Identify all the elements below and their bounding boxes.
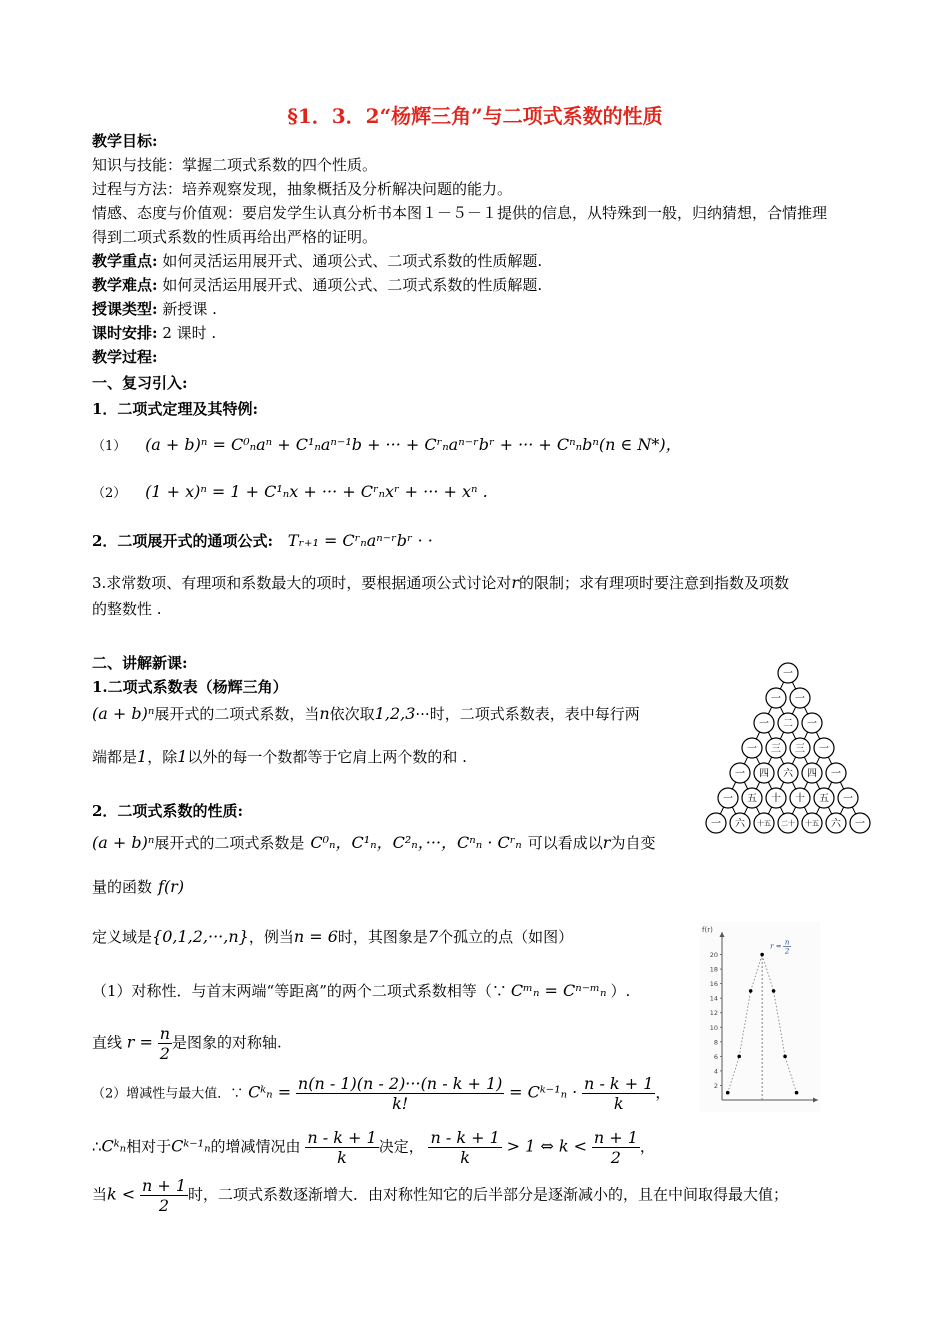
triangle-node-label: 一 (807, 718, 817, 730)
therefore-text-d: 决定， (378, 1137, 424, 1156)
new-item1-text-a: 展开式的二项式系数，当 (154, 705, 320, 723)
graph-ytick-label: 16 (709, 980, 718, 989)
fraction-ratio (305, 1128, 378, 1167)
triangle-node-label: 一 (819, 743, 829, 755)
graph-annotation-prefix: r = (770, 942, 782, 951)
new-item2-text-b: 可以看成以 (527, 834, 603, 852)
triangle-node-label: 一 (723, 793, 733, 805)
review-item2-line (92, 530, 433, 551)
last-text-b: 时，二项式系数逐渐增大．由对称性知它的后半部分是逐渐减小的，且在中间取得最大值； (188, 1185, 789, 1204)
triangle-node-label: 一 (771, 693, 781, 705)
num-one-2: 1 (177, 747, 188, 766)
n-equals-6: n = 6 (293, 927, 338, 946)
expr-a-plus-b-n-2: (a + b)ⁿ (92, 833, 155, 852)
triangle-node-label: 十 (771, 793, 781, 805)
new-item2-text-c: 为自变 (610, 834, 656, 852)
review-item3-var: r (511, 573, 519, 592)
fraction-num: n - k + 1 (584, 1074, 654, 1093)
increase-ck: Cᵏₙ = (248, 1082, 292, 1102)
var-n: n (319, 704, 330, 723)
goals-heading: 教学目标: (92, 132, 158, 150)
review-item2-heading: 2．二项展开式的通项公式: (92, 532, 273, 550)
fraction-den: k (460, 1148, 470, 1167)
triangle-node-label: 六 (831, 818, 841, 830)
lesson-hours-line (92, 322, 216, 343)
triangle-node-label: 一 (759, 718, 769, 730)
axis-text-a: 直线 (92, 1033, 123, 1052)
symmetry-text-b: ）. (610, 982, 631, 1000)
new-item2-heading: 2．二项式系数的性质: (92, 802, 243, 820)
graph-ylabel: f(r) (702, 926, 713, 934)
graph-ytick-label: 2 (713, 1081, 718, 1090)
lesson-hours-text: 2 课时 . (162, 324, 217, 342)
fraction-den: 2 (158, 1196, 170, 1215)
lesson-type-text: 新授课 . (162, 300, 217, 318)
fraction-den: 2 (159, 1044, 170, 1063)
graph-point (726, 1091, 730, 1095)
lesson-hours-label: 课时安排: (92, 324, 158, 342)
triangle-node-label: 三 (771, 743, 781, 755)
therefore-symbol: ∴ (92, 1137, 102, 1156)
graph-ytick-label: 12 (709, 1009, 718, 1018)
therefore-comma: ， (639, 1137, 655, 1156)
graph-background (700, 922, 820, 1112)
yanghui-triangle (698, 660, 878, 850)
goal-emotion-line2: 得到二项式系数的性质再给出严格的证明。 (92, 228, 378, 246)
page-title: §1．3．2“杨辉三角”与二项式系数的性质 (287, 104, 663, 128)
symmetry-text-a: （1）对称性．与首末两端“等距离”的两个二项式系数相等（∵ (92, 982, 507, 1000)
fraction-den: k (613, 1094, 624, 1113)
fraction-den: 2 (610, 1148, 621, 1167)
focus-text: 如何灵活运用展开式、通项公式、二项式系数的性质解题. (162, 252, 543, 270)
last-k-lt: k < (107, 1184, 136, 1204)
fraction-num: n + 1 (141, 1176, 187, 1195)
graph-point (783, 1055, 787, 1059)
lesson-type-line (92, 298, 217, 319)
new-item2-line2 (92, 876, 184, 897)
triangle-node-label: 六 (735, 818, 745, 830)
domain-text-b: ，例当 (248, 928, 294, 946)
graph-ytick-label: 10 (709, 1023, 718, 1032)
triangle-node-label: 五 (747, 793, 757, 805)
new-item1-line2 (92, 746, 467, 767)
review-item3-line1 (92, 572, 789, 593)
fraction-n-k-1-over-k (582, 1074, 655, 1113)
goal-emotion-line1: 情感、态度与价值观：要启发学生认真分析书本图１－５－１提供的信息，从特殊到一般，归纳猜想，合情推理 (92, 204, 828, 222)
axis-r-eq: r = (126, 1032, 153, 1052)
review-heading: 一、复习引入: (92, 374, 188, 392)
graph-annotation-den: 2 (784, 947, 790, 956)
triangle-node-label: 四 (807, 768, 817, 780)
focus-label: 教学重点: (92, 252, 158, 270)
triangle-node-label: 一 (735, 768, 745, 780)
goal-process: 过程与方法：培养观察发现，抽象概括及分析解决问题的能力。 (92, 180, 513, 198)
difficulty-label: 教学难点: (92, 276, 158, 294)
increase-eq2: = Cᵏ⁻¹ₙ · (509, 1082, 578, 1102)
fraction-n-plus-1-over-2-b (140, 1176, 188, 1215)
triangle-node-label: 二 (783, 718, 793, 730)
triangle-node-label: 一 (831, 768, 841, 780)
formula-2-line (92, 482, 488, 501)
fraction-num: n (159, 1024, 171, 1043)
lesson-type-label: 授课类型: (92, 300, 158, 318)
seq-123: 1,2,3 (374, 704, 416, 723)
graph-ytick-label: 14 (709, 994, 718, 1003)
domain-text-a: 定义域是 (92, 928, 153, 946)
fraction-den: k! (392, 1094, 409, 1113)
new-item1-l2-b: ，除 (147, 748, 178, 766)
difficulty-text: 如何灵活运用展开式、通项公式、二项式系数的性质解题. (162, 276, 543, 294)
triangle-node-label: 一 (795, 693, 805, 705)
fraction-den: k (337, 1148, 347, 1167)
therefore-ck1: Cᵏ⁻¹ₙ (171, 1136, 211, 1156)
fraction-n-over-2 (158, 1024, 172, 1063)
review-item3-text-a: 3.求常数项、有理项和系数最大的项时，要根据通项公式讨论对 (92, 574, 512, 592)
triangle-node-label: 一 (855, 818, 865, 830)
graph-annotation-num: n (784, 938, 790, 947)
binomial-coeff-list: C⁰ₙ，C¹ₙ，C²ₙ，···，Cⁿₙ · Cʳₙ (310, 833, 522, 852)
review-item3-line2: 的整数性 . (92, 600, 162, 618)
triangle-node-label: 二十 (781, 819, 795, 828)
triangle-node-label: 十五 (757, 819, 771, 828)
triangle-node-label: 一 (843, 793, 853, 805)
graph-point (749, 989, 753, 993)
new-heading: 二、讲解新课: (92, 654, 188, 672)
triangle-node-label: 一 (747, 743, 757, 755)
fraction-num: n - k + 1 (430, 1128, 500, 1147)
difficulty-line (92, 274, 542, 295)
new-item1-line1 (92, 703, 640, 724)
formula-1: (a + b)ⁿ = C⁰ₙaⁿ + C¹ₙaⁿ⁻¹b + ··· + Cʳₙaⁿ⁻ʳbʳ + ··· + Cⁿₙbⁿ(n ∈ N*)， (145, 435, 682, 454)
review-item1-heading: 1．二项式定理及其特例: (92, 400, 258, 418)
formula-2-label: （2） (92, 486, 127, 501)
var-r: r (602, 833, 611, 852)
axis-text-b: 是图象的对称轴. (172, 1033, 282, 1052)
increase-line (92, 1074, 670, 1113)
graph-ytick-label: 4 (713, 1067, 718, 1076)
fraction-num: n(n - 1)(n - 2)···(n - k + 1) (297, 1074, 503, 1093)
new-item2-text-a: 展开式的二项式系数是 (154, 834, 305, 852)
domain-line (92, 926, 573, 947)
graph-point (795, 1091, 799, 1095)
axis-line (92, 1024, 282, 1063)
triangle-node-label: 一 (783, 668, 793, 680)
graph-ytick-label: 20 (709, 951, 718, 960)
therefore-text-c: 的增减情况由 (210, 1137, 301, 1156)
new-item1-text-c: ···时，二项式系数表，表中每行两 (415, 705, 640, 723)
graph-ytick-label: 6 (713, 1052, 718, 1061)
increase-text-a: （2）增减性与最大值．∵ (92, 1086, 244, 1102)
num-one: 1 (137, 747, 148, 766)
therefore-text-b: 相对于 (126, 1137, 172, 1156)
graph-point (772, 989, 776, 993)
domain-set: {0,1,2,···,n} (152, 927, 249, 946)
formula-1-line (92, 432, 682, 455)
triangle-node-label: 四 (759, 768, 769, 780)
graph-point (760, 953, 764, 957)
domain-text-d: 个孤立的点（如图） (438, 928, 574, 946)
process-heading: 教学过程: (92, 348, 158, 366)
graph-point (737, 1055, 741, 1059)
new-item2-l2-a: 量的函数 (92, 878, 153, 896)
domain-text-c: 时，其图象是 (337, 928, 428, 946)
triangle-node-label: 十五 (805, 819, 819, 828)
fraction-n-plus-1-over-2 (592, 1128, 640, 1167)
last-line (92, 1176, 788, 1215)
expr-a-plus-b-n: (a + b)ⁿ (92, 704, 155, 723)
new-item1-heading: 1.二项式系数表（杨辉三角） (92, 678, 288, 696)
triangle-node-label: 十 (795, 793, 805, 805)
new-item1-l2-a: 端都是 (92, 748, 138, 766)
fraction-num: n - k + 1 (307, 1128, 377, 1147)
focus-line (92, 250, 542, 271)
general-term-formula: Tᵣ₊₁ = Cʳₙaⁿ⁻ʳbʳ · · (287, 531, 433, 550)
therefore-ck: Cᵏₙ (101, 1136, 127, 1156)
goal-knowledge: 知识与技能：掌握二项式系数的四个性质。 (92, 156, 378, 174)
new-item1-text-b: 依次取 (329, 705, 375, 723)
formula-1-label: （1） (92, 439, 127, 454)
symmetry-formula: Cᵐₙ = Cⁿ⁻ᵐₙ (510, 981, 607, 1000)
graph-ytick-label: 8 (713, 1038, 718, 1047)
new-item1-l2-c: 以外的每一个数都等于它肩上两个数的和 . (187, 748, 467, 766)
increase-comma: ， (655, 1083, 671, 1102)
fraction-product-over-k-factorial (296, 1074, 504, 1113)
therefore-inequality: > 1 ⇔ k < (506, 1136, 588, 1156)
new-item2-line1 (92, 830, 655, 853)
formula-2: (1 + x)ⁿ = 1 + C¹ₙx + ··· + Cʳₙxʳ + ··· + xⁿ . (145, 482, 488, 501)
triangle-node-label: 六 (783, 768, 793, 780)
num-seven: 7 (427, 927, 439, 946)
symmetry-line (92, 980, 630, 1001)
fraction-ratio-2 (428, 1128, 501, 1167)
triangle-node-label: 三 (795, 743, 805, 755)
therefore-line (92, 1128, 655, 1167)
function-f-r: f(r) (158, 877, 185, 896)
review-item3-text-b: 的限制；求有理项时要注意到指数及项数 (518, 574, 789, 592)
last-text-a: 当 (92, 1185, 108, 1204)
fraction-num: n + 1 (593, 1128, 638, 1147)
triangle-node-label: 一 (711, 818, 721, 830)
graph-ytick-label: 18 (709, 965, 718, 974)
triangle-node-label: 五 (819, 793, 829, 805)
binomial-coefficient-graph (700, 922, 820, 1112)
